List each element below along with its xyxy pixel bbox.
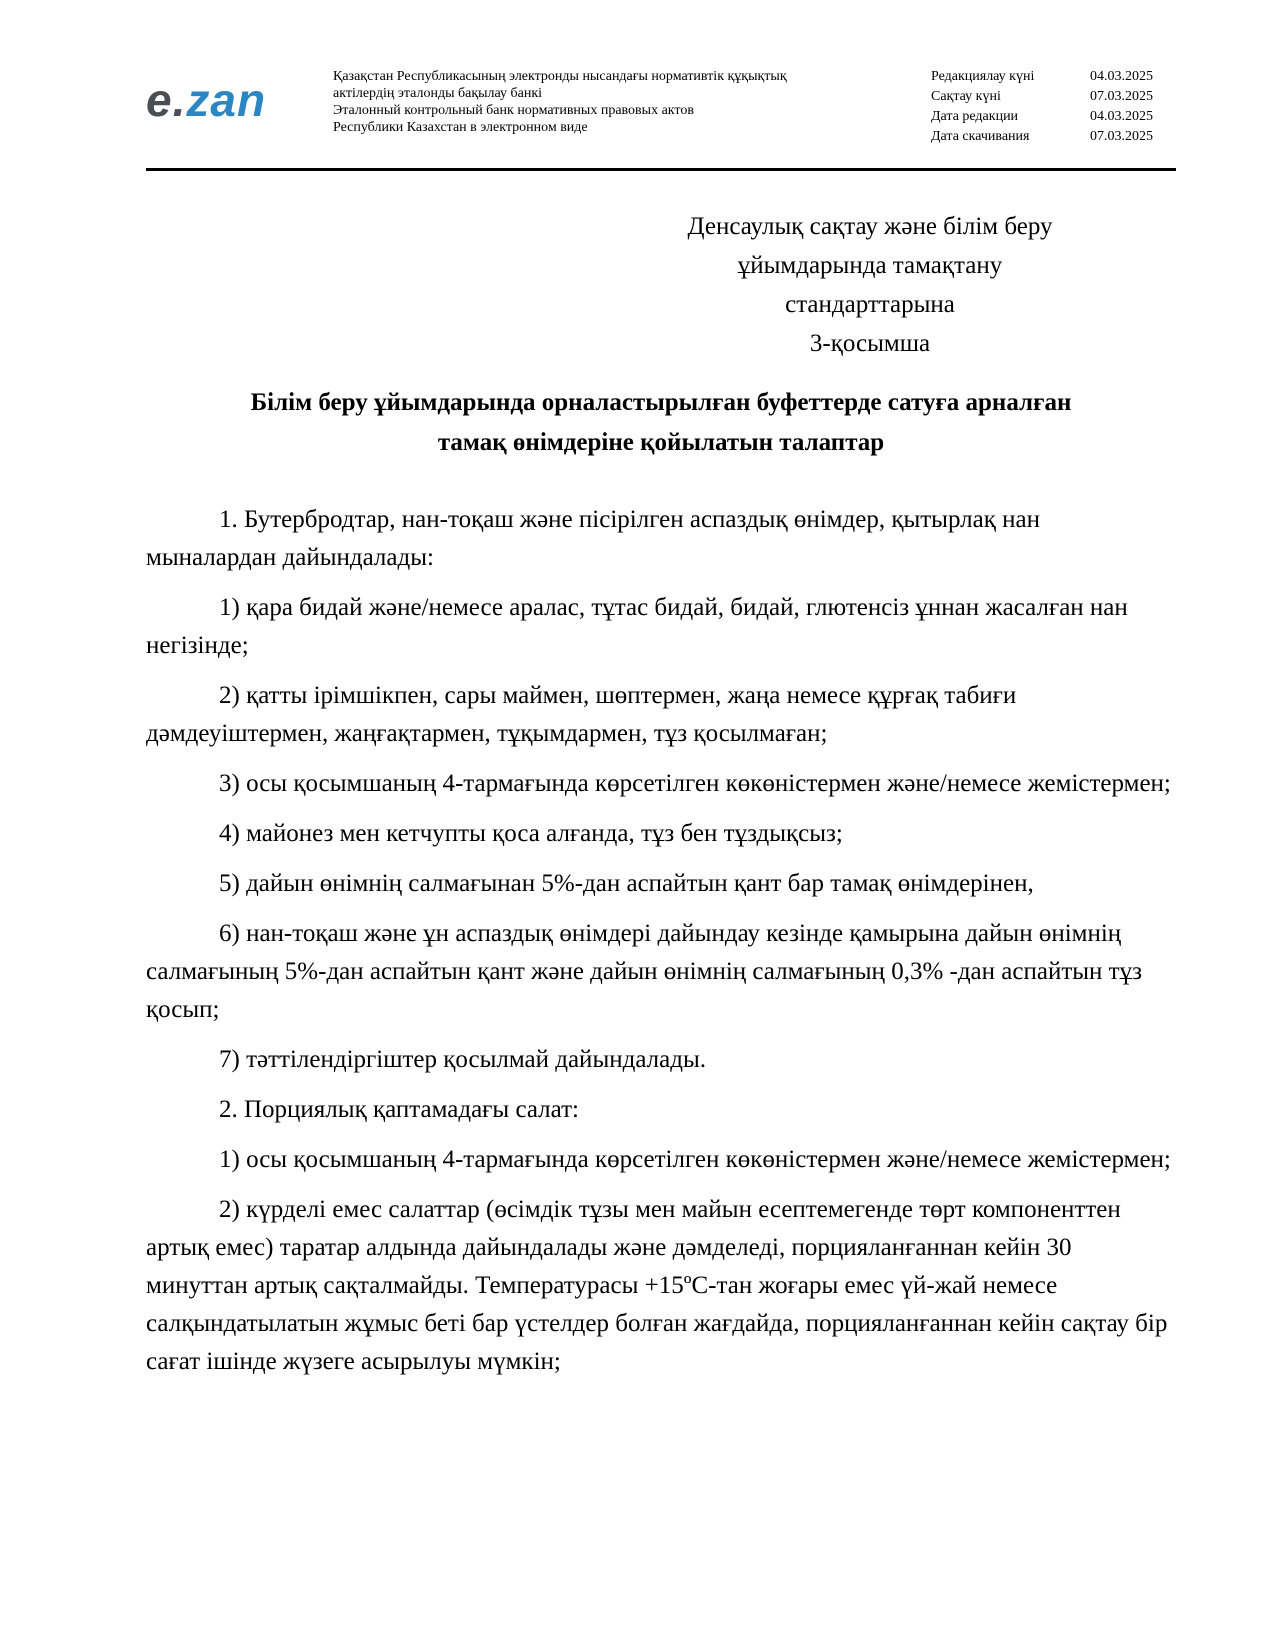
meta-label: Сақтау күні	[931, 89, 1001, 104]
logo-e: e	[146, 74, 173, 126]
appendix-line: 3-қосымша	[809, 330, 931, 357]
meta-row-edit-date-ru	[931, 107, 1171, 127]
paragraph: 1. Бутербродтар, нан-тоқаш және пісірілген аспаздық өнімдер, қытырлақ нан мыналардан дайындалады:	[146, 506, 1040, 571]
meta-label: Редакциялау күні	[931, 69, 1035, 84]
meta-row-download-date-ru	[931, 127, 1171, 147]
document-dates	[931, 67, 1171, 147]
logo-dot: .	[172, 74, 187, 126]
document-header	[0, 0, 1275, 175]
meta-label: Дата редакции	[931, 109, 1019, 124]
paragraph: 2) күрделі емес салаттар (өсімдік тұзы мен майын есептемегенде төрт компоненттен артық емес) таратар алдында дайындалады және дәмделеді, порцияланғаннан кейін 30 минуттан артық сақталмайды. Температурасы +15ºС-тан жоғары емес үй-жай немесе салқындатылатын жұмыс беті бар үстелдер болған жағдайда, порцияланғаннан кейін сақтау бір сағат ішінде жүзеге асырылуы мүмкін;	[146, 1196, 1168, 1375]
appendix-line: ұйымдарында тамақтану	[737, 252, 1003, 279]
meta-value: 04.03.2025	[1090, 109, 1153, 124]
paragraph: 5) дайын өнімнің салмағынан 5%-дан аспайтын қант бар тамақ өнімдерінен,	[219, 870, 1034, 897]
logo-zan: zan	[186, 74, 267, 126]
org-line: актілердің эталонды бақылау банкі	[333, 86, 543, 101]
document-body	[146, 501, 1176, 1393]
paragraph: 6) нан-тоқаш және ұн аспаздық өнімдері дайындау кезінде қамырына дайын өнімнің салмағының 5%-дан аспайтын қант және дайын өнімнің салмағының 0,3% -дан аспайтын тұз қосып;	[146, 920, 1142, 1023]
meta-label: Дата скачивания	[931, 129, 1030, 144]
meta-value: 07.03.2025	[1090, 89, 1153, 104]
paragraph: 7) тәттілендіргіштер қосылмай дайындалады.	[219, 1046, 706, 1073]
meta-value: 07.03.2025	[1090, 129, 1153, 144]
paragraph: 2) қатты ірімшікпен, сары маймен, шөптермен, жаңа немесе құрғақ табиғи дәмдеуіштермен, жаңғақтармен, тұқымдармен, тұз қосылмаған;	[146, 682, 1017, 747]
paragraph: 2. Порциялық қаптамадағы салат:	[219, 1096, 579, 1123]
paragraph: 3) осы қосымшаның 4-тармағында көрсетілген көкөністермен және/немесе жемістермен;	[219, 770, 1171, 797]
meta-row-save-date-kz	[931, 87, 1171, 107]
paragraph: 4) майонез мен кетчупты қоса алғанда, тұз бен тұздықсыз;	[219, 820, 843, 847]
org-description	[333, 68, 893, 136]
appendix-line: Денсаулық сақтау және білім беру	[687, 213, 1053, 240]
header-divider	[146, 168, 1176, 171]
paragraph: 1) қара бидай және/немесе аралас, тұтас бидай, бидай, глютенсіз ұннан жасалған нан негізінде;	[146, 594, 1128, 659]
appendix-reference	[610, 207, 1130, 363]
org-line: Қазақстан Республикасының электронды нысандағы нормативтік құқықтық	[333, 69, 787, 84]
ezan-logo	[146, 72, 266, 128]
org-line: Республики Казахстан в электронном виде	[333, 120, 588, 135]
meta-row-edit-date-kz	[931, 67, 1171, 87]
appendix-line: стандарттарына	[785, 291, 955, 318]
meta-value: 04.03.2025	[1090, 69, 1153, 84]
document-title	[146, 383, 1176, 463]
paragraph: 1) осы қосымшаның 4-тармағында көрсетілген көкөністермен және/немесе жемістермен;	[219, 1146, 1171, 1173]
title-line: тамақ өнімдеріне қойылатын талаптар	[437, 429, 885, 456]
title-line: Білім беру ұйымдарында орналастырылған буфеттерде сатуға арналған	[250, 389, 1072, 416]
org-line: Эталонный контрольный банк нормативных правовых актов	[333, 103, 694, 118]
